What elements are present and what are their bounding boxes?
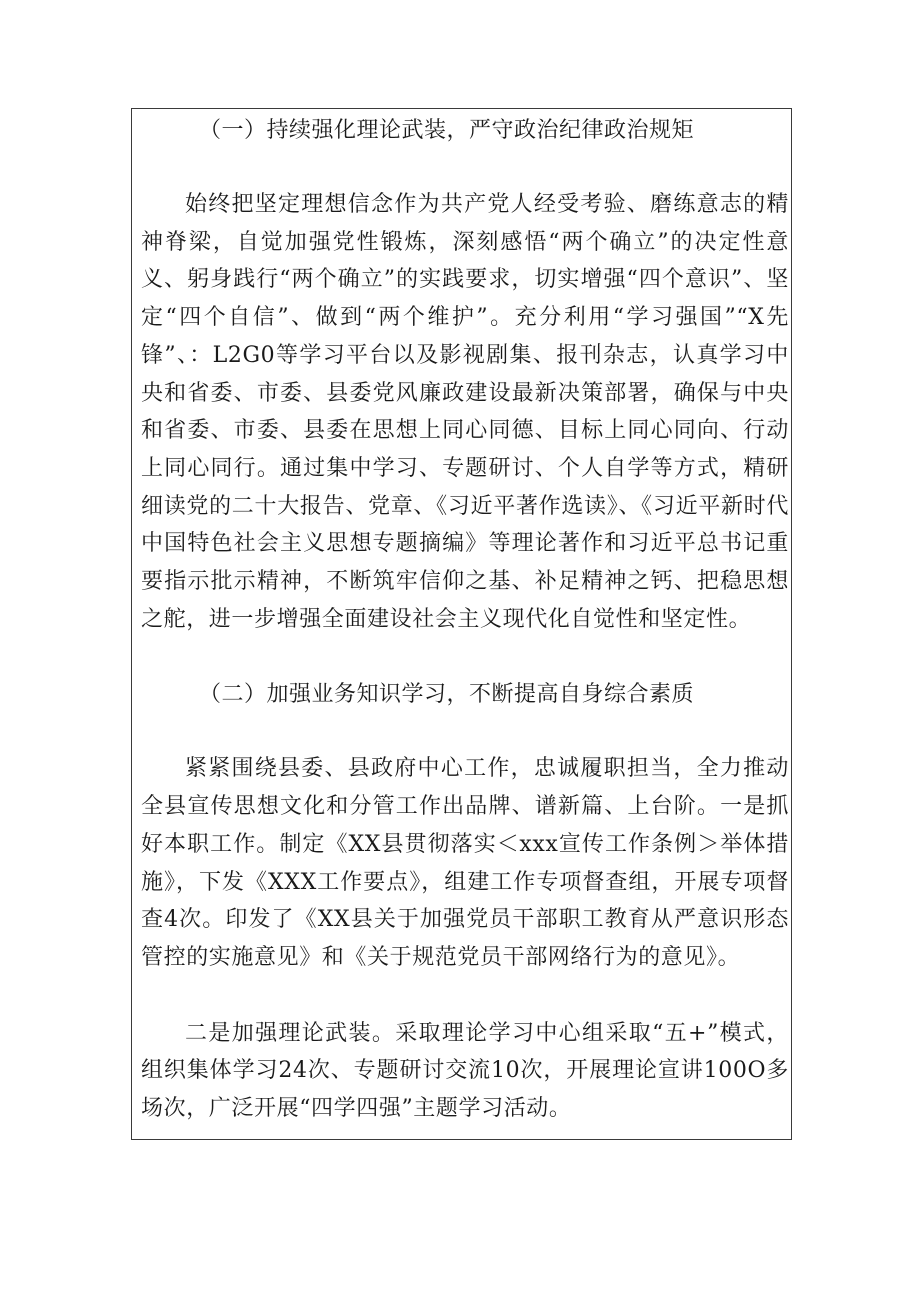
section-2-heading: （二）加强业务知识学习，不断提高自身综合素质 (199, 682, 695, 708)
section-2-paragraph-2: 二是加强理论武装。采取理论学习中心组采取“五+”模式，组织集体学习24次、专题研讨交流10次，开展理论宣讲100O多场次，广泛开展“四学四强”主题学习活动。 (141, 1020, 789, 1122)
spacer (141, 977, 789, 1015)
spacer (141, 638, 789, 676)
spacer (141, 150, 789, 186)
section-2-paragraph-1: 紧紧围绕县委、县政府中心工作，忠诚履职担当，全力推动全县宣传思想文化和分管工作出品牌、谱新篇、上台阶。一是抓好本职工作。制定《XX县贯彻落实＜xxx宣传工作条例＞举体措施》，下发《XXX工作要点》，组建工作专项督查组，开展专项督查4次。印发了《XX县关于加强党员干部职工教育从严意识形态管控的实施意见》和《关于规范党员干部网络行为的意见》。 (141, 756, 789, 970)
spacer (141, 714, 789, 750)
section-1-heading: （一）持续强化理论武装，严守政治纪律政治规矩 (199, 118, 695, 143)
section-1-paragraph: 始终把坚定理想信念作为共产党人经受考验、磨练意志的精神脊梁，自觉加强党性锻炼，深刻感悟“两个确立”的决定性意义、躬身践行“两个确立”的实践要求，切实增强“四个意识”、坚定“四个自信”、做到“两个维护”。充分利用“学习强国”“X先锋”、：L2G0等学习平台以及影视剧集、报刊杂志，认真学习中央和省委、市委、县委党风廉政建设最新决策部署，确保与中央和省委、市委、县委在思想上同心同德、目标上同心同向、行动上同心同行。通过集中学习、专题研讨、个人自学等方式，精研细读党的二十大报告、党章、《习近平著作选读》、《习近平新时代中国特色社会主义思想专题摘编》等理论著作和习近平总书记重要指示批示精神，不断筑牢信仰之基、补足精神之钙、把稳思想之舵，进一步增强全面建设社会主义现代化自觉性和坚定性。 (141, 192, 789, 632)
document-body (141, 112, 789, 1128)
